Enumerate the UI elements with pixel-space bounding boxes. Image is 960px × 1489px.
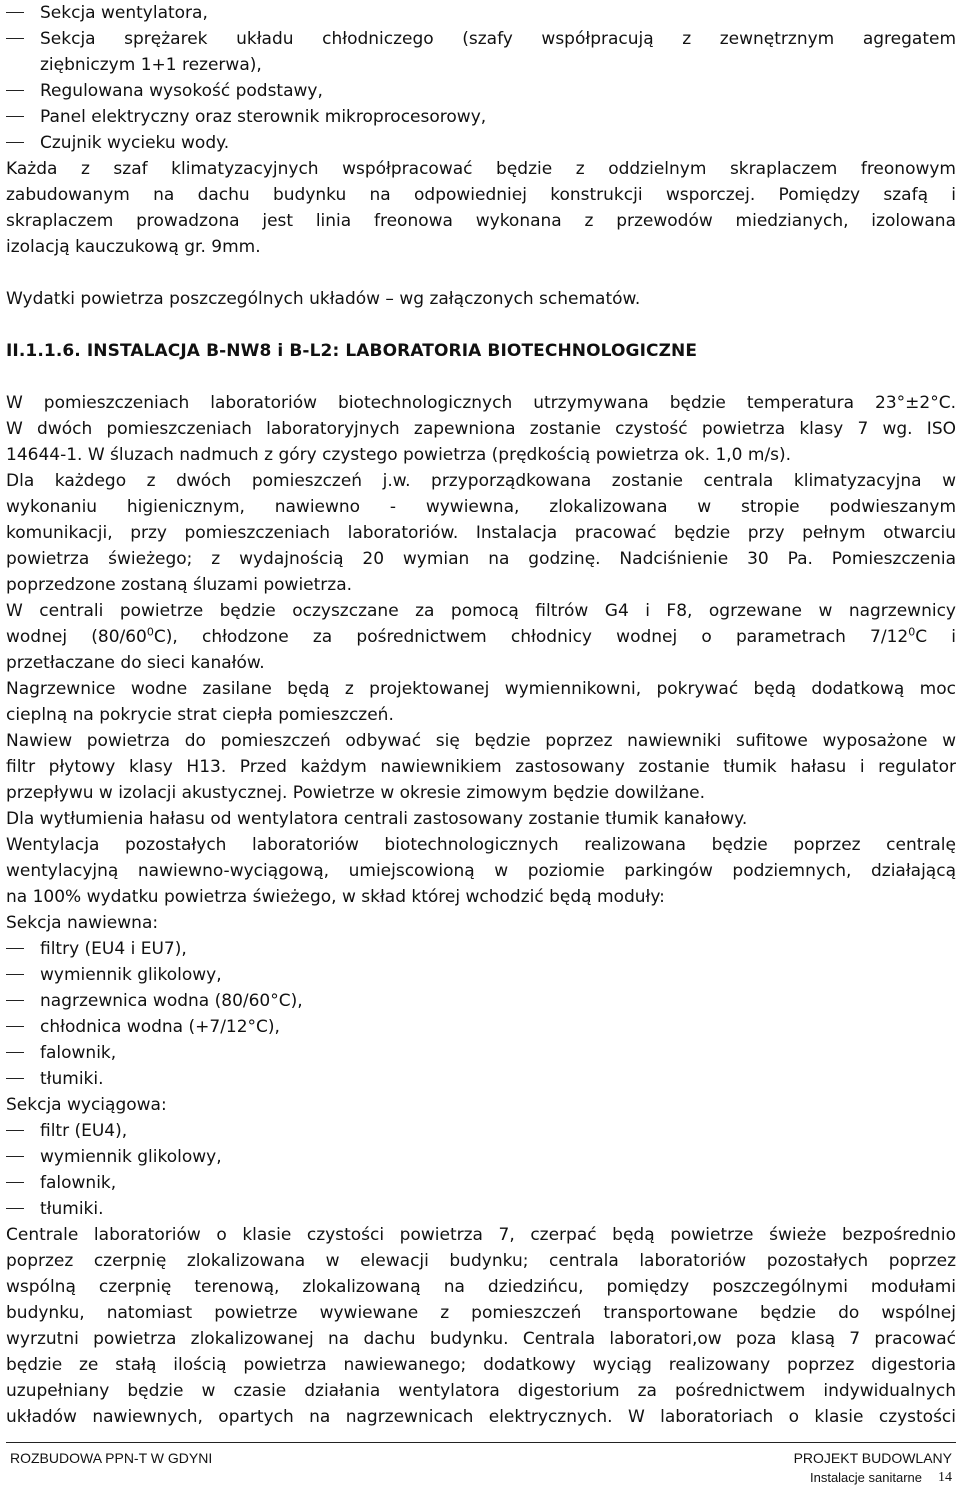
paragraph-line: Sekcja nawiewna: — [6, 913, 159, 933]
dash-bullet-icon — [6, 1026, 24, 1027]
paragraph-line: Dla każdego z dwóch pomieszczeń j.w. przyporządkowana zostanie centrala klimatyzacyjna w — [6, 471, 956, 491]
paragraph-line: W pomieszczeniach laboratoriów biotechnologicznych utrzymywana będzie temperatura 23°±2°C. — [6, 393, 956, 413]
paragraph-line: filtr płytowy klasy H13. Przed każdym nawiewnikiem zastosowany zostanie tłumik hałasu i regulator — [6, 757, 956, 777]
dash-bullet-icon — [6, 948, 24, 949]
paragraph-line: przepływu w izolacji akustycznej. Powietrze w okresie zimowym będzie dowilżane. — [6, 783, 706, 803]
list-item: chłodnica wodna (+7/12°C), — [6, 1014, 956, 1040]
paragraph-line: Centrale laboratoriów o klasie czystości powietrza 7, czerpać będą powietrze świeże bezpośrednio — [6, 1225, 956, 1245]
paragraph-line: budynku, natomiast powietrze wywiewane z pomieszczeń transportowane będzie do wspólnej — [6, 1303, 956, 1323]
page-number: 14 — [938, 1470, 952, 1485]
paragraph-line: przetłaczane do sieci kanałów. — [6, 653, 265, 673]
footer-section: Instalacje sanitarne — [809, 1470, 922, 1485]
list-item: nagrzewnica wodna (80/60°C), — [6, 988, 956, 1014]
dash-bullet-icon — [6, 1156, 24, 1157]
list-item: wymiennik glikolowy, — [6, 1144, 956, 1170]
dash-bullet-icon — [6, 1052, 24, 1053]
paragraph-line: wykonaniu higienicznym, nawiewno - wywiewna, zlokalizowana w stropie podwieszanym — [6, 497, 956, 517]
dash-bullet-icon — [6, 90, 24, 91]
paragraph-line: wentylacyjną nawiewno-wyciągową, umiejscowioną w poziomie parkingów podziemnych, działającą — [6, 861, 956, 881]
dash-bullet-icon — [6, 38, 24, 39]
list-item: falownik, — [6, 1040, 956, 1066]
footer-left: ROZBUDOWA PPN-T W GDYNI — [10, 1450, 213, 1466]
section-heading: II.1.1.6. INSTALACJA B-NW8 i B-L2: LABORATORIA BIOTECHNOLOGICZNE — [6, 341, 698, 361]
dash-bullet-icon — [6, 12, 24, 13]
list-item: Sekcja sprężarek układu chłodniczego (szafy współpracują z zewnętrznym agregatem — [6, 26, 956, 52]
dash-bullet-icon — [6, 1000, 24, 1001]
dash-bullet-icon — [6, 974, 24, 975]
dash-bullet-icon — [6, 1130, 24, 1131]
dash-bullet-icon — [6, 116, 24, 117]
dash-bullet-icon — [6, 142, 24, 143]
list-item: Regulowana wysokość podstawy, — [6, 78, 956, 104]
paragraph-line: Wydatki powietrza poszczególnych układów – wg załączonych schematów. — [6, 289, 641, 309]
paragraph-line: poprzedzone zostaną śluzami powietrza. — [6, 575, 353, 595]
list-item: tłumiki. — [6, 1196, 956, 1222]
paragraph-line: skraplaczem prowadzona jest linia freonowa wykonana z przewodów miedzianych, izolowana — [6, 211, 956, 231]
paragraph-line: poprzez czerpnię zlokalizowana w elewacji budynku; centrala laboratoriów pozostałych poprzez — [6, 1251, 956, 1271]
paragraph-line: Nawiew powietrza do pomieszczeń odbywać się będzie poprzez nawiewniki sufitowe wyposażone w — [6, 731, 956, 751]
paragraph-line: układów nawiewnych, opartych na nagrzewnicach elektrycznych. W laboratoriach o klasie czystości — [6, 1407, 956, 1427]
paragraph-line: Nagrzewnice wodne zasilane będą z projektowanej wymiennikowni, pokrywać będą dodatkową moc — [6, 679, 956, 699]
paragraph-line: będzie ze stałą ilością powietrza nawiewanego; dodatkowy wyciąg realizowany poprzez digestoria — [6, 1355, 956, 1375]
paragraph-line: Sekcja wyciągowa: — [6, 1095, 167, 1115]
paragraph-line: cieplną na pokrycie strat ciepła pomieszczeń. — [6, 705, 394, 725]
list-item: filtr (EU4), — [6, 1118, 956, 1144]
paragraph-line: W dwóch pomieszczeniach laboratoryjnych zapewniona zostanie czystość powietrza klasy 7 wg. ISO — [6, 419, 956, 439]
footer-rule — [6, 1442, 956, 1443]
paragraph-line: Każda z szaf klimatyzacyjnych współpracować będzie z oddzielnym skraplaczem freonowym — [6, 159, 956, 179]
dash-bullet-icon — [6, 1208, 24, 1209]
list-item: Panel elektryczny oraz sterownik mikroprocesorowy, — [6, 104, 956, 130]
list-item: Sekcja wentylatora, — [6, 0, 956, 26]
dash-bullet-icon — [6, 1182, 24, 1183]
paragraph-line: komunikacji, przy pomieszczeniach laboratoriów. Instalacja pracować będzie przy pełnym otwarciu — [6, 523, 956, 543]
list-item: Czujnik wycieku wody. — [6, 130, 956, 156]
list-item: filtry (EU4 i EU7), — [6, 936, 956, 962]
list-item: wymiennik glikolowy, — [6, 962, 956, 988]
paragraph-line: Wentylacja pozostałych laboratoriów biotechnologicznych realizowana będzie poprzez centralę — [6, 835, 956, 855]
paragraph-line: wyrzutni powietrza zlokalizowanej na dachu budynku. Centrala laboratori,ow poza klasą 7 pracować — [6, 1329, 956, 1349]
paragraph-line: Dla wytłumienia hałasu od wentylatora centrali zastosowany zostanie tłumik kanałowy. — [6, 809, 748, 829]
paragraph-line: wodnej $(80/60^0C)$, chłodzone za pośrednictwem chłodnicy wodnej o parametrach $7/12^0C$ i — [6, 625, 957, 647]
paragraph-line: izolacją kauczukową gr. 9mm. — [6, 237, 261, 257]
list-item: tłumiki. — [6, 1066, 956, 1092]
paragraph-line: W centrali powietrze będzie oczyszczane za pomocą filtrów G4 i F8, ogrzewane w nagrzewnicy — [6, 601, 956, 621]
paragraph-line: wspólną czerpnię terenową, zlokalizowaną na dziedzińcu, pomiędzy poszczególnymi modułami — [6, 1277, 956, 1297]
footer-right: PROJEKT BUDOWLANY — [793, 1450, 952, 1466]
paragraph-line: na 100% wydatku powietrza świeżego, w skład której wchodzić będą moduły: — [6, 887, 665, 907]
paragraph-line: zabudowanym na dachu budynku na odpowiedniej konstrukcji wsporczej. Pomiędzy szafą i — [6, 185, 956, 205]
dash-bullet-icon — [6, 1078, 24, 1079]
paragraph-line: 14644-1. W śluzach nadmuch z góry czystego powietrza (prędkością powietrza ok. 1,0 m/s). — [6, 445, 792, 465]
list-item-continuation: ziębniczym 1+1 rezerwa), — [40, 55, 262, 75]
paragraph-line: powietrza świeżego; z wydajnością 20 wymian na godzinę. Nadciśnienie 30 Pa. Pomieszczenia — [6, 549, 956, 569]
paragraph-line: uzupełniany będzie w czasie działania wentylatora digestorium za pośrednictwem indywidualnych — [6, 1381, 956, 1401]
list-item: falownik, — [6, 1170, 956, 1196]
